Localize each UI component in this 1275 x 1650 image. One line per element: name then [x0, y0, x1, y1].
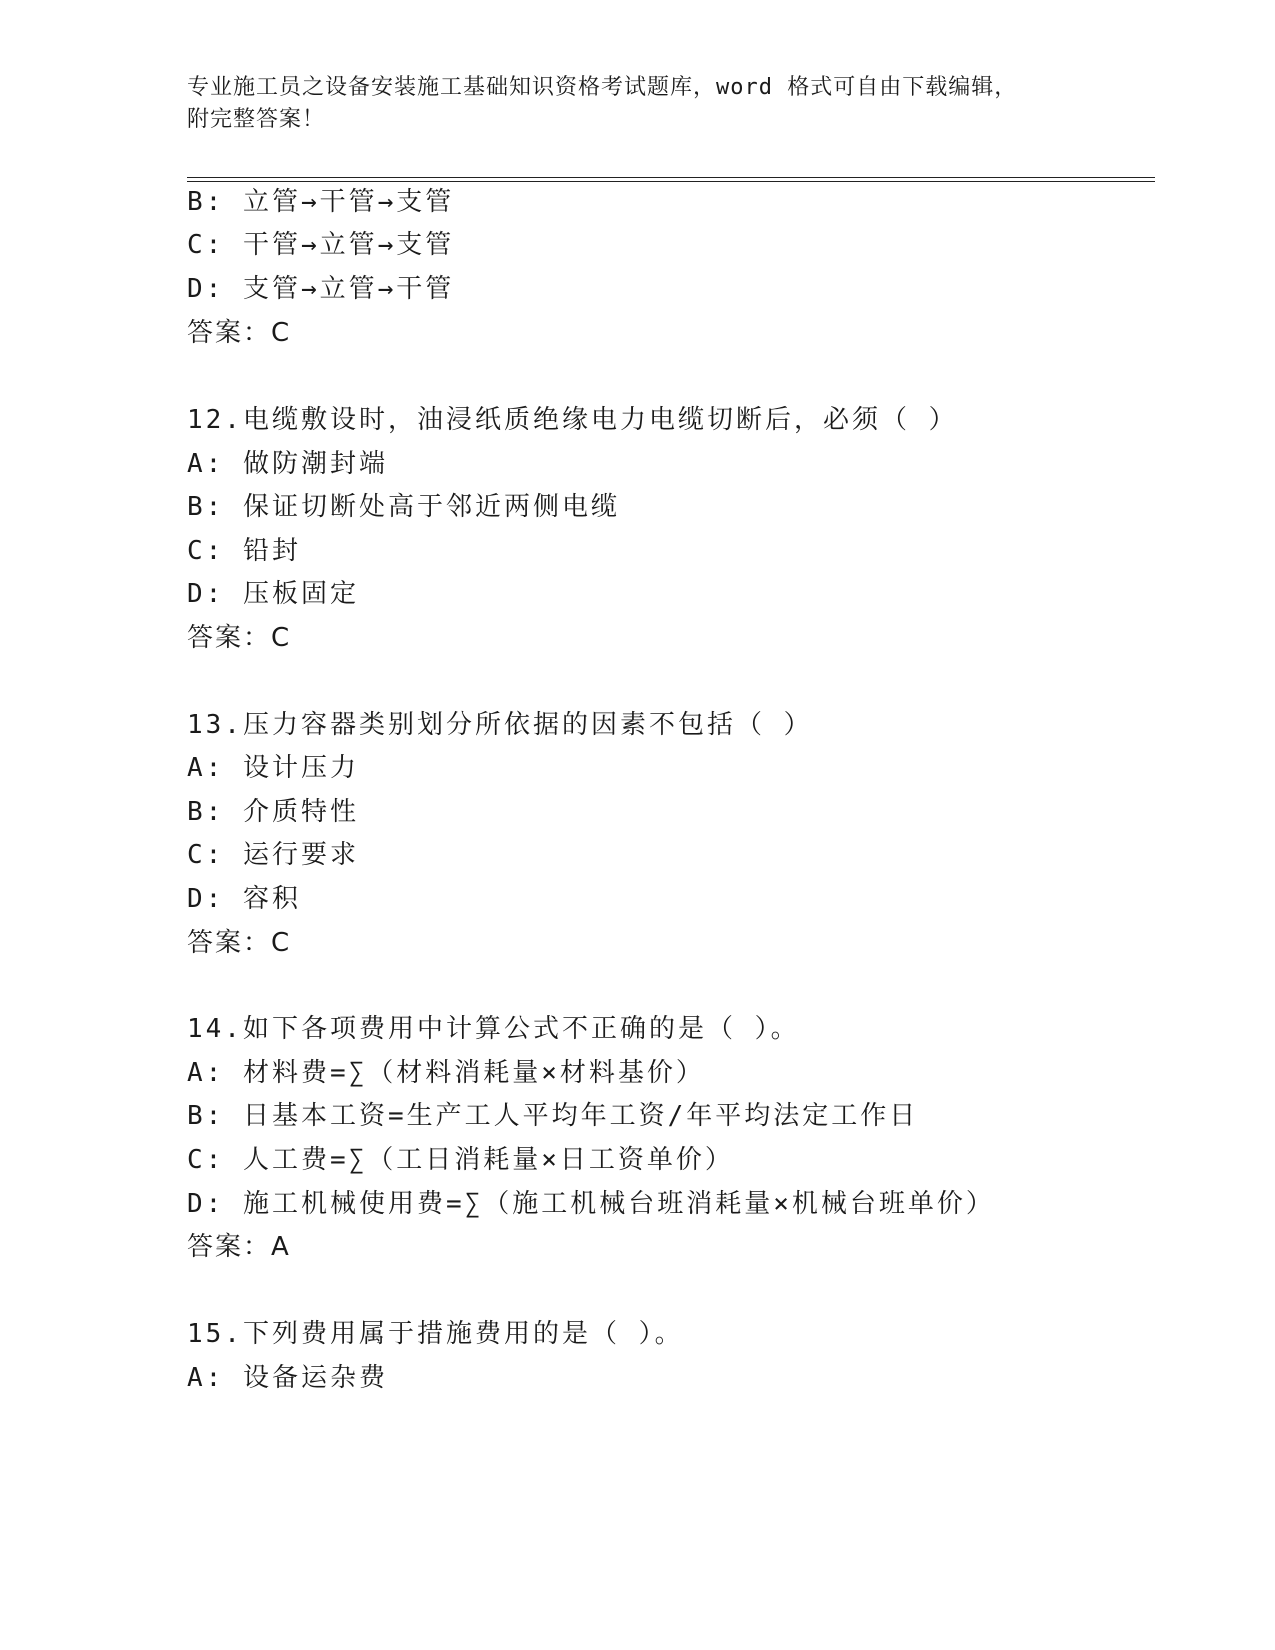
q14-option-d: D: 施工机械使用费=∑（施工机械台班消耗量×机械台班单价）: [187, 1189, 995, 1219]
q14-option-a: A: 材料费=∑（材料消耗量×材料基价）: [187, 1058, 705, 1088]
q13-option-d: D: 容积: [187, 884, 301, 914]
q12-option-a: A: 做防潮封端: [187, 449, 388, 479]
q14-answer: 答案：A: [187, 1232, 291, 1262]
q11-option-c: C: 干管→立管→支管: [187, 230, 455, 260]
q14-option-c: C: 人工费=∑（工日消耗量×日工资单价）: [187, 1145, 734, 1175]
q14-option-b: B: 日基本工资=生产工人平均年工资/年平均法定工作日: [187, 1101, 919, 1131]
header-line-2: 附完整答案！: [187, 107, 326, 132]
q12-option-b: B: 保证切断处高于邻近两侧电缆: [187, 492, 620, 522]
q13-option-b: B: 介质特性: [187, 797, 359, 827]
q12-stem: 12.电缆敷设时，油浸纸质绝缘电力电缆切断后，必须（ ）: [187, 405, 958, 435]
q11-option-b: B: 立管→干管→支管: [187, 187, 455, 217]
q12-option-c: C: 铅封: [187, 536, 301, 566]
q13-option-c: C: 运行要求: [187, 840, 359, 870]
q11-option-d: D: 支管→立管→干管: [187, 274, 455, 304]
q12-option-d: D: 压板固定: [187, 579, 359, 609]
q14-stem: 14.如下各项费用中计算公式不正确的是（ ）。: [187, 1014, 800, 1044]
q13-stem: 13.压力容器类别划分所依据的因素不包括（ ）: [187, 710, 813, 740]
q12-answer: 答案：C: [187, 623, 292, 653]
document-header: [187, 72, 1087, 136]
q11-answer: 答案：C: [187, 318, 292, 348]
header-divider: [187, 177, 1155, 182]
q13-option-a: A: 设计压力: [187, 753, 359, 783]
q15-option-a: A: 设备运杂费: [187, 1363, 388, 1393]
q15-stem: 15.下列费用属于措施费用的是（ ）。: [187, 1319, 684, 1349]
q13-answer: 答案：C: [187, 928, 292, 958]
header-line-1: 专业施工员之设备安装施工基础知识资格考试题库，word 格式可自由下载编辑，: [187, 75, 1018, 100]
